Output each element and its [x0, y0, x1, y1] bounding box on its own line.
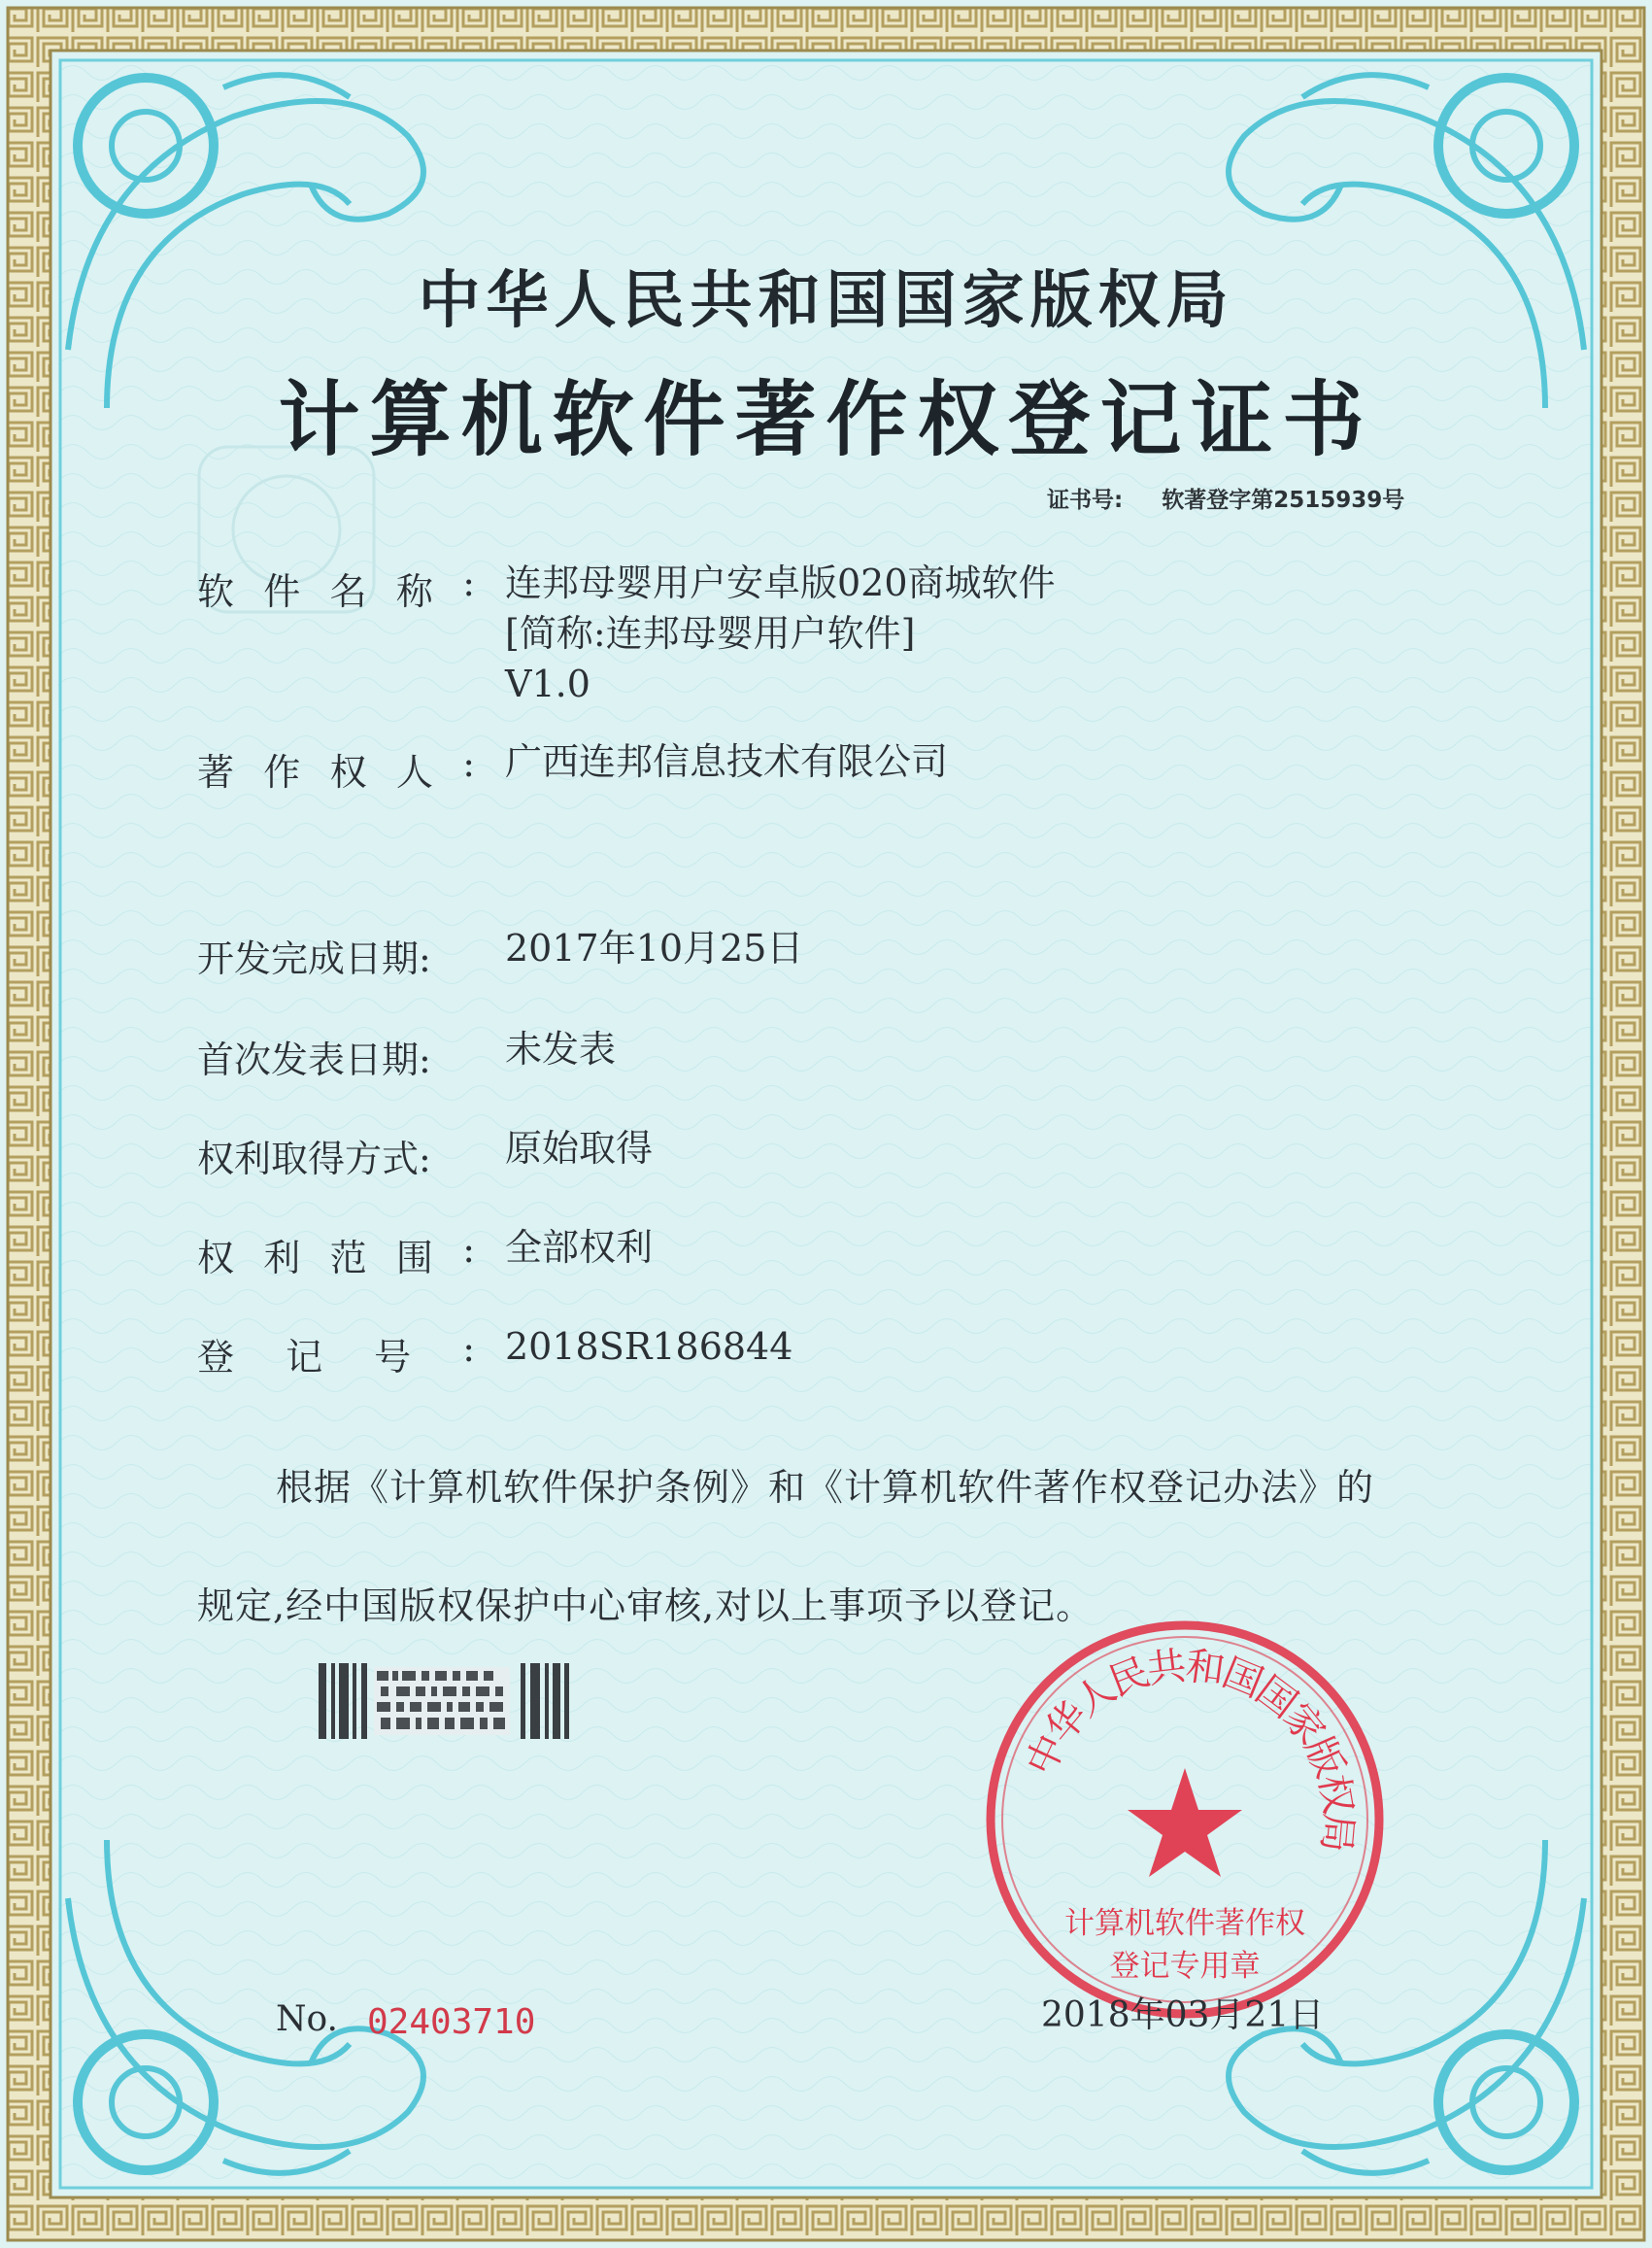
certificate-number-value: 软著登字第2515939号 — [1162, 488, 1405, 513]
field-label-registration-number — [197, 1327, 475, 1380]
field-label-char: : — [462, 742, 475, 785]
field-label-char: 范 — [329, 1237, 367, 1279]
seal-ring-char: 华 — [1037, 1692, 1097, 1753]
field-label-char: 号 — [374, 1336, 412, 1379]
field-label-char: 人 — [395, 751, 433, 794]
field-label-char: 件 — [263, 570, 301, 613]
field-label-char: : — [462, 562, 475, 604]
issuing-authority: 中华人民共和国国家版权局 — [418, 265, 1234, 337]
field-label-char: 记 — [286, 1336, 323, 1379]
certificate-title: 计算机软件著作权登记证书 — [278, 371, 1374, 467]
seal-ring-char: 中 — [1018, 1727, 1076, 1783]
field-value-completion-date: 2017年10月25日 — [505, 927, 804, 970]
issue-date: 2018年03月21日 — [1041, 1995, 1325, 2035]
field-label-char: 作 — [263, 751, 301, 794]
field-label-char: : — [462, 1228, 475, 1271]
field-value-rights-scope: 全部权利 — [505, 1226, 654, 1269]
field-label-copyright-owner — [197, 742, 475, 796]
field-label-char: 软 — [197, 570, 235, 613]
field-label-char: 称 — [395, 570, 433, 613]
field-label-rights-scope — [197, 1228, 475, 1281]
field-label-rights-acquisition: 权利取得方式: — [197, 1138, 431, 1180]
serial-number-value: 02403710 — [367, 2002, 536, 2042]
seal-center-line-1: 计算机软件著作权 — [1064, 1906, 1305, 1941]
certificate-number — [1047, 482, 1404, 514]
field-label-char: 利 — [263, 1237, 301, 1279]
field-value-copyright-owner: 广西连邦信息技术有限公司 — [505, 740, 949, 783]
field-value-first-publication-date: 未发表 — [505, 1028, 617, 1071]
seal-ring-char: 局 — [1312, 1811, 1362, 1855]
serial-number-label: No. — [276, 1999, 338, 2039]
seal-ring-char: 权 — [1309, 1771, 1361, 1818]
field-label-char: 权 — [197, 1237, 235, 1279]
seal-ring-char: 国 — [1216, 1650, 1269, 1707]
field-label-char: 名 — [329, 570, 367, 613]
statement-line-1: 根据《计算机软件保护条例》和《计算机软件著作权登记办法》的 — [276, 1466, 1375, 1509]
software-name-line: 连邦母婴用户安卓版020商城软件 — [505, 562, 1056, 604]
seal-ring-char: 版 — [1296, 1730, 1353, 1785]
field-label-completion-date: 开发完成日期: — [197, 937, 431, 980]
field-value-rights-acquisition: 原始取得 — [505, 1127, 654, 1170]
field-label-char: 登 — [197, 1336, 235, 1379]
field-label-char: 著 — [197, 751, 235, 794]
field-label-char: 围 — [395, 1237, 433, 1279]
software-version-line: V1.0 — [505, 663, 590, 705]
seal-ring-char: 和 — [1183, 1643, 1229, 1693]
field-label-char: : — [462, 1327, 475, 1370]
seal-center-line-2: 登记专用章 — [1109, 1949, 1261, 1984]
field-value-registration-number: 2018SR186844 — [505, 1325, 793, 1368]
field-label-first-publication-date: 首次发表日期: — [197, 1039, 431, 1081]
seal-ring-char: 国 — [1247, 1667, 1305, 1727]
statement-line-2: 规定,经中国版权保护中心审核,对以上事项予以登记。 — [197, 1584, 1095, 1627]
seal-ring-char: 民 — [1102, 1650, 1156, 1706]
field-value-software-name — [505, 558, 1056, 709]
certificate-number-label: 证书号: — [1047, 488, 1124, 513]
seal-ring-text — [1018, 1644, 1361, 1855]
field-label-char: 权 — [329, 751, 367, 794]
field-label-software-name — [197, 562, 475, 615]
seal-ring-char: 家 — [1274, 1694, 1334, 1754]
seal-center-text — [1049, 1902, 1321, 1988]
software-short-name-line: [简称:连邦母婴用户软件] — [505, 612, 916, 655]
seal-ring-char: 人 — [1066, 1666, 1125, 1726]
seal-ring-char: 共 — [1144, 1643, 1189, 1693]
